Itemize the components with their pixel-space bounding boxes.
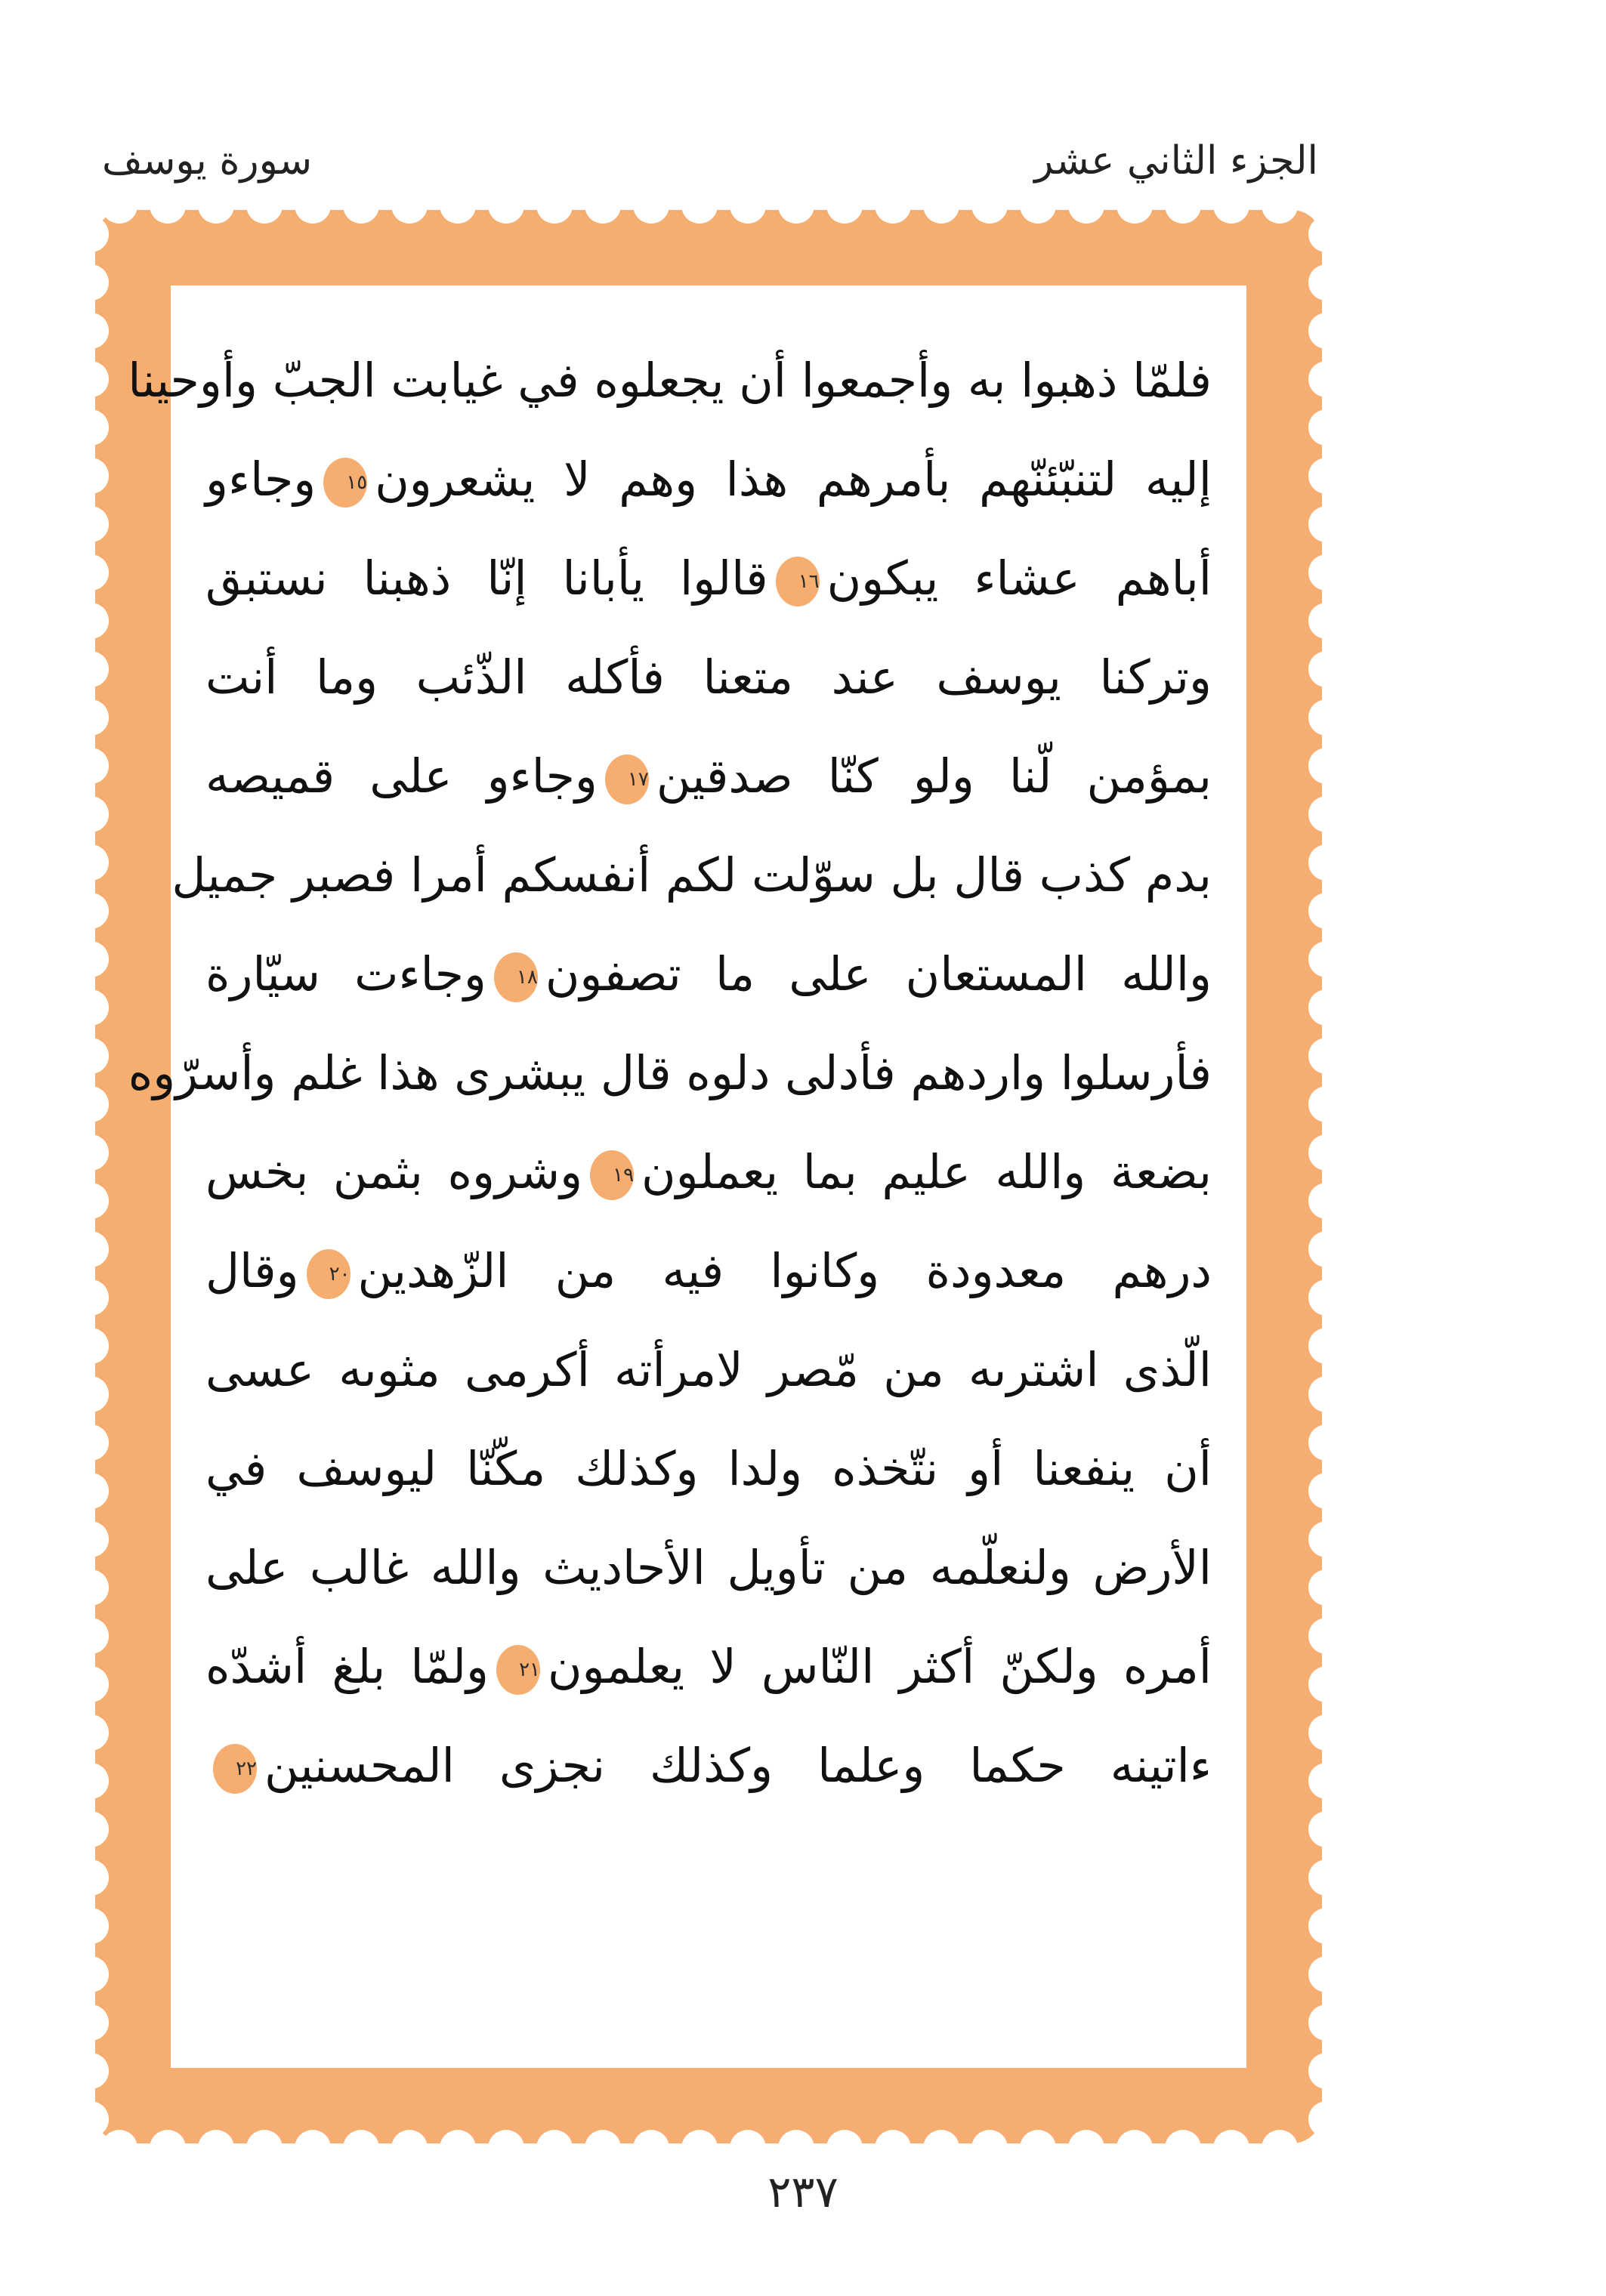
verse-text: أمره ولكنّ أكثر النّاس لا يعلمون xyxy=(548,1639,1212,1694)
text-line xyxy=(205,1518,1212,1617)
ayah-number-marker: ٢٠ xyxy=(307,1249,351,1299)
text-line xyxy=(205,430,1212,529)
verse-text: الأرض ولنعلّمه من تأويل الأحاديث والله غالب على xyxy=(205,1540,1212,1595)
verse-text: قالوا يأبانا إنّا ذهبنا نستبق xyxy=(205,551,768,606)
text-line xyxy=(205,1419,1212,1518)
verse-text: وجاءت سيّارة xyxy=(205,946,486,1001)
verse-text: فأرسلوا واردهم فأدلى دلوه قال يبشرى هذا غلم وأسرّوه xyxy=(128,1045,1212,1100)
verse-text: أن ينفعنا أو نتّخذه ولدا وكذلك مكّنّا ليوسف في xyxy=(205,1441,1212,1496)
text-line xyxy=(205,628,1212,727)
text-line xyxy=(205,1716,1212,1815)
text-line xyxy=(171,826,1212,924)
verse-text: أباهم عشاء يبكون xyxy=(826,551,1212,606)
ayah-number-marker: ٢٢ xyxy=(213,1744,257,1794)
ayah-number-marker: ٢١ xyxy=(496,1645,540,1695)
verse-text: وجاءو على قميصه xyxy=(205,748,598,804)
verse-text: والله المستعان على ما تصفون xyxy=(545,946,1212,1001)
ayah-number-marker: ١٨ xyxy=(494,952,538,1002)
ayah-number-marker: ١٦ xyxy=(776,557,820,606)
verse-text: بدم كذب قال بل سوّلت لكم أنفسكم أمرا فصبر جميل xyxy=(171,847,1212,903)
text-line xyxy=(205,529,1212,628)
verse-text: فلمّا ذهبوا به وأجمعوا أن يجعلوه في غيابت الجبّ وأوحينا xyxy=(128,353,1212,408)
verse-text: بضعة والله عليم بما يعملون xyxy=(641,1144,1212,1199)
text-line xyxy=(128,1023,1212,1122)
page-number: ٢٣٧ xyxy=(767,2166,839,2217)
verse-text: ولمّا بلغ أشدّه xyxy=(205,1639,489,1694)
verse-text: وجاءو xyxy=(205,452,317,507)
text-line xyxy=(205,1122,1212,1221)
quran-text-area xyxy=(128,285,1246,2068)
juz-title: الجزء الثاني عشر xyxy=(1034,138,1318,184)
text-line xyxy=(205,1617,1212,1716)
surah-title: سورة يوسف xyxy=(102,138,313,184)
verse-text: الّذى اشترىه من مّصر لامرأته أكرمى مثوىه عسى xyxy=(205,1342,1212,1397)
text-line xyxy=(128,331,1212,430)
decorative-frame xyxy=(95,210,1322,2143)
text-line xyxy=(205,924,1212,1023)
verse-text: إليه لتنبّئنّهم بأمرهم هذا وهم لا يشعرون xyxy=(375,452,1212,507)
verse-text: بمؤمن لّنا ولو كنّا صدقين xyxy=(656,748,1212,804)
text-line xyxy=(205,1221,1212,1320)
ayah-number-marker: ١٥ xyxy=(323,458,367,508)
verse-text: وتركنا يوسف عند متعنا فأكله الذّئب وما أنت xyxy=(205,650,1212,705)
page-header xyxy=(102,127,1318,195)
verse-text: ءاتينه حكما وعلما وكذلك نجزى المحسنين xyxy=(264,1738,1212,1793)
ayah-number-marker: ١٩ xyxy=(590,1150,634,1200)
verse-text: وشروه بثمن بخس xyxy=(205,1144,583,1199)
text-line xyxy=(205,1320,1212,1419)
verse-text: درهم معدودة وكانوا فيه من الزّهدين xyxy=(357,1243,1212,1298)
ayah-number-marker: ١٧ xyxy=(605,755,649,804)
text-line xyxy=(205,727,1212,826)
verse-text: وقال xyxy=(205,1243,299,1298)
